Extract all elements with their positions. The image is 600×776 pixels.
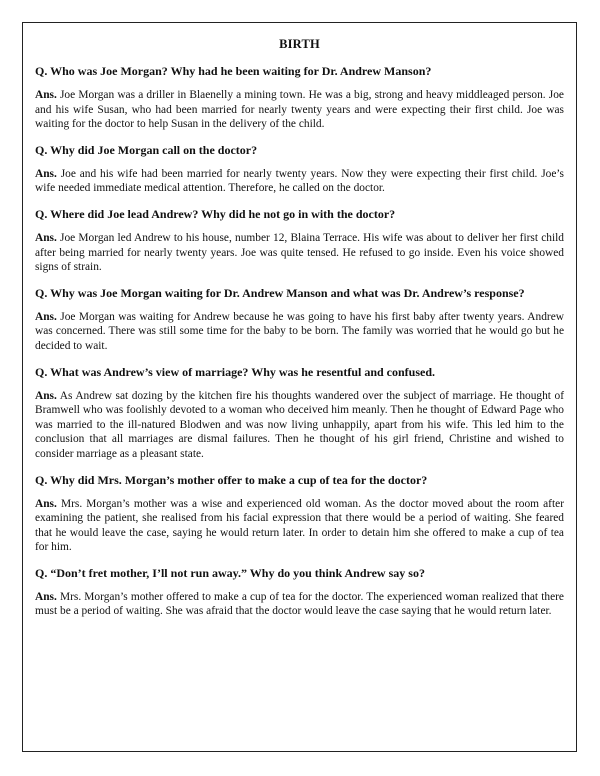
answer-text	[35, 167, 564, 196]
question-text: Q. Why did Joe Morgan call on the doctor?	[35, 142, 258, 157]
document-title: BIRTH	[279, 37, 320, 51]
question-text: Q. Who was Joe Morgan? Why had he been waiting for Dr. Andrew Manson?	[35, 64, 432, 78]
answer-label: Ans.	[35, 231, 57, 244]
question-text: Q. Why was Joe Morgan waiting for Dr. Andrew Manson and what was Dr. Andrew’s response?	[35, 285, 525, 300]
qa-block	[35, 207, 564, 275]
answer-body: Mrs. Morgan’s mother was a wise and experienced old woman. As the doctor moved about the room after examining the patient, she realised from his facial expression that there would be a period of waiting. She feared that he would leave the case, saying he would return later. In order to detain him she offered to make a cup of tea for him.	[35, 497, 564, 554]
answer-body: Mrs. Morgan’s mother offered to make a cup of tea for the doctor. The experienced woman realized that there must be a period of waiting. She was afraid that the doctor would leave the case saying that he would return later.	[35, 590, 564, 618]
question-text: Q. Why did Mrs. Morgan’s mother offer to make a cup of tea for the doctor?	[35, 472, 428, 487]
answer-body: Joe and his wife had been married for nearly twenty years. Now they were expecting their first child. Joe’s wife needed immediate medical attention. Therefore, he called on the doctor.	[35, 167, 564, 195]
answer-text	[35, 310, 564, 354]
answer-text	[35, 88, 564, 132]
answer-body: As Andrew sat dozing by the kitchen fire his thoughts wandered over the subject of marriage. He thought of Bramwell who was foolishly devoted to a woman who deceived him meanly. Then he thought of Edward Page who was married to the ill-natured Blodwen and was now living unhappily, apart from his wife. This led him to the conclusion that all marriages are dismal failures. Then he thought of his girl friend, Christine and wished to consider marriage as a pleasant state.	[35, 389, 564, 460]
question-text: Q. “Don’t fret mother, I’ll not run away.” Why do you think Andrew say so?	[35, 565, 425, 580]
qa-block	[35, 566, 564, 619]
question-text: Q. Where did Joe lead Andrew? Why did he not go in with the doctor?	[35, 206, 396, 221]
question-text: Q. What was Andrew’s view of marriage? Why was he resentful and confused.	[35, 364, 436, 379]
qa-block	[35, 64, 564, 132]
qa-block	[35, 365, 564, 462]
answer-label: Ans.	[35, 389, 57, 402]
answer-label: Ans.	[35, 310, 57, 323]
answer-body: Joe Morgan was waiting for Andrew because he was going to have his first baby after twenty years. Andrew was concerned. There was still some time for the baby to be born. The family was worried that he would go but he decided to wait.	[35, 310, 564, 352]
answer-body: Joe Morgan was a driller in Blaenelly a mining town. He was a big, strong and heavy middleaged person. Joe and his wife Susan, who had been married for nearly twenty years and were expecting their first child. Joe was waiting for the doctor to help Susan in the delivery of the child.	[35, 89, 564, 131]
qa-block	[35, 286, 564, 354]
answer-text	[35, 389, 564, 462]
document-page	[22, 22, 577, 752]
answer-label: Ans.	[35, 590, 57, 603]
answer-label: Ans.	[35, 167, 57, 180]
answer-body: Joe Morgan led Andrew to his house, number 12, Blaina Terrace. His wife was about to deliver her first child after being married for nearly twenty years. Joe was quite tensed. He refused to go inside. Even his voice showed signs of strain.	[35, 231, 564, 274]
answer-text	[35, 231, 564, 275]
qa-block	[35, 473, 564, 555]
answer-label: Ans.	[35, 89, 57, 101]
answer-label: Ans.	[35, 497, 57, 510]
answer-text	[35, 590, 564, 619]
answer-text	[35, 497, 564, 555]
qa-block	[35, 143, 564, 196]
